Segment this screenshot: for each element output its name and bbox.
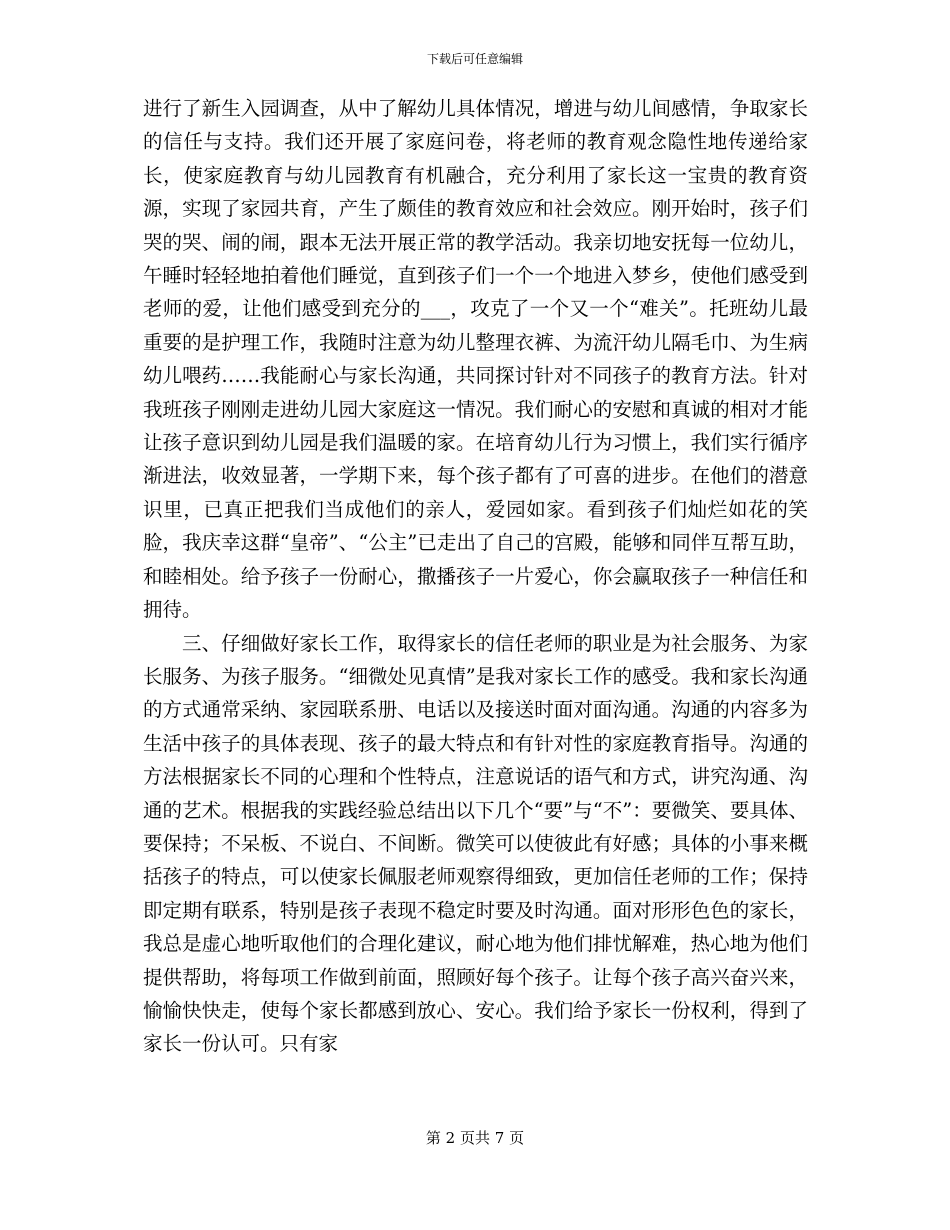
page-header: 下载后可任意编辑 (426, 52, 523, 66)
paragraph-2: 三、仔细做好家长工作，取得家长的信任老师的职业是为社会服务、为家长服务、为孩子服务。“细微处见真情”是我对家长工作的感受。我和家长沟通的方式通常采纳、家园联系册、电话以及接送时面对面沟通。沟通的内容多为生活中孩子的具体表现、孩子的最大特点和有针对性的家庭教育指导。沟通的方法根据家长不同的心理和个性特点，注意说话的语气和方式，讲究沟通、沟通的艺术。根据我的实践经验总结出以下几个“要”与“不”：要微笑、要具体、要保持；不呆板、不说白、不间断。微笑可以使彼此有好感；具体的小事来概括孩子的特点，可以使家长佩服老师观察得细致，更加信任老师的工作；保持即定期有联系，特别是孩子表现不稳定时要及时沟通。面对形形色色的家长，我总是虚心地听取他们的合理化建议，耐心地为他们排忧解难，热心地为他们提供帮助，将每项工作做到前面，照顾好每个孩子。让每个孩子高兴奋兴来，愉愉快快走，使每个家长都感到放心、安心。我们给予家长一份权利，得到了家长一份认可。只有家 (143, 631, 808, 1056)
page-number: 第 2 页共 7 页 (425, 1129, 525, 1147)
paragraph-1: 进行了新生入园调查，从中了解幼儿具体情况，增进与幼儿间感情，争取家长的信任与支持。我们还开展了家庭问卷，将老师的教育观念隐性地传递给家长，使家庭教育与幼儿园教育有机融合，充分利用了家长这一宝贵的教育资源，实现了家园共育，产生了颇佳的教育效应和社会效应。刚开始时，孩子们哭的哭、闹的闹，跟本无法开展正常的教学活动。我亲切地安抚每一位幼儿，午睡时轻轻地拍着他们睡觉，直到孩子们一个一个地进入梦乡，使他们感受到老师的爱，让他们感受到充分的___，攻克了一个又一个“难关”。托班幼儿最重要的是护理工作，我随时注意为幼儿整理衣裤、为流汗幼儿隔毛巾、为生病幼儿喂药……我能耐心与家长沟通，共同探讨针对不同孩子的教育方法。针对我班孩子刚刚走进幼儿园大家庭这一情况。我们耐心的安慰和真诚的相对才能让孩子意识到幼儿园是我们温暖的家。在培育幼儿行为习惯上，我们实行循序渐进法，收效显著，一学期下来，每个孩子都有了可喜的进步。在他们的潜意识里，已真正把我们当成他们的亲人，爱园如家。看到孩子们灿烂如花的笑脸，我庆幸这群“皇帝”、“公主”已走出了自己的宫殿，能够和同伴互帮互助，和睦相处。给予孩子一份耐心，撒播孩子一片爱心，你会赢取孩子一种信任和拥待。 (143, 97, 808, 622)
document-body (143, 92, 808, 1061)
